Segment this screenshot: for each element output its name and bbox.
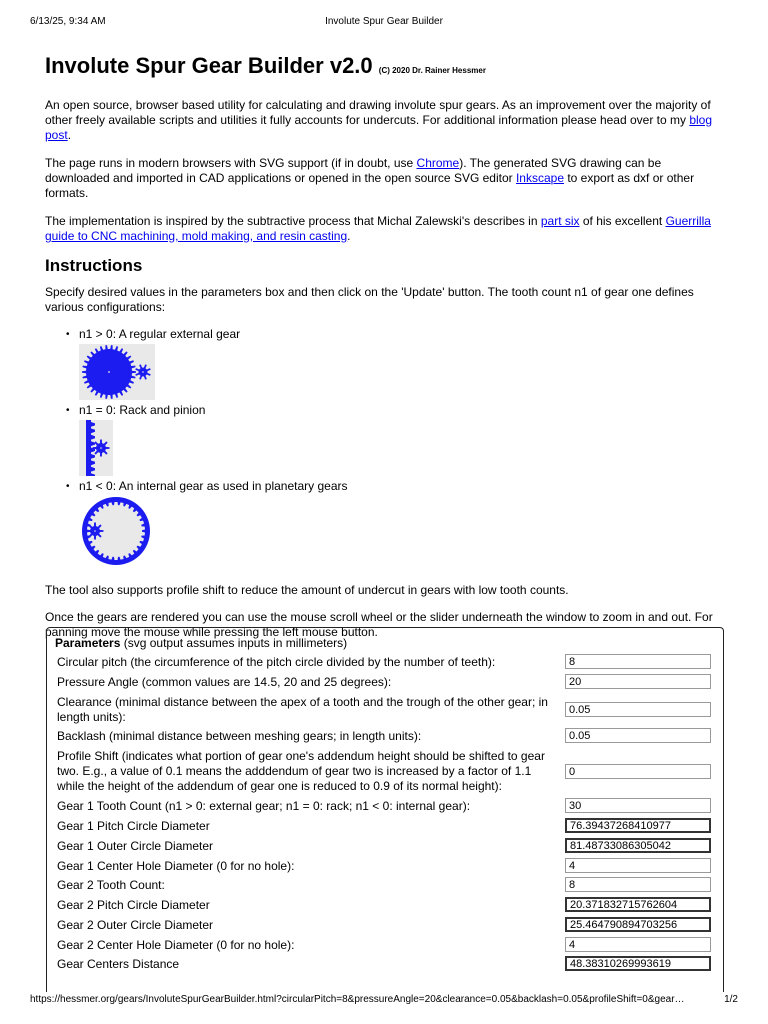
blog-post-link[interactable]: blog post [45, 113, 713, 142]
gear1-pitch-diameter-field[interactable] [565, 818, 711, 833]
circular-pitch-label: Circular pitch (the circumference of the pitch circle divided by the number of teeth): [57, 655, 496, 669]
center-distance-field[interactable] [565, 956, 711, 971]
intro-paragraph-2: The page runs in modern browsers with SVG support (if in doubt, use Chrome). The generated SVG drawing can be downloaded and imported in CAD applications or opened in the open source SVG editor Inkscape to export as dxf or other formats. [45, 156, 695, 200]
gear2-tooth-count-label: Gear 2 Tooth Count: [57, 878, 165, 892]
rack-pinion-thumbnail [79, 420, 113, 476]
backlash-label: Backlash (minimal distance between meshing gears; in length units): [57, 729, 422, 743]
gear2-hole-label: Gear 2 Center Hole Diameter (0 for no hole): [57, 938, 295, 952]
parameters-box [46, 627, 724, 992]
clearance-label: Clearance (minimal distance between the apex of a tooth and the trough of the other gear; in length units): [57, 695, 548, 724]
configuration-list [45, 327, 725, 566]
print-url: https://hessmer.org/gears/InvoluteSpurGearBuilder.html?circularPitch=8&pressureAngle=20&clearance=0.05&backlash=0.05&profileShift=0&gear… [30, 994, 685, 1005]
profile-shift-input[interactable] [565, 764, 711, 779]
part-six-link[interactable]: part six [540, 214, 580, 228]
gear1-hole-input[interactable] [565, 858, 711, 873]
gear1-outer-diameter-label: Gear 1 Outer Circle Diameter [57, 839, 214, 853]
pressure-angle-input[interactable] [565, 674, 711, 689]
intro-paragraph-3: The implementation is inspired by the subtractive process that Michal Zalewski's describes in part six of his excellent Guerrilla guide to CNC machining, mold making, and resin casting. [45, 214, 711, 243]
gear1-tooth-count-input[interactable] [565, 798, 711, 813]
pinion-icon [93, 440, 110, 457]
list-item [45, 479, 725, 566]
list-item [45, 403, 725, 476]
instructions-text: Specify desired values in the parameters box and then click on the 'Update' button. The tooth count n1 of gear one defines various configurations: [45, 285, 694, 314]
pressure-angle-label: Pressure Angle (common values are 14.5, 20 and 25 degrees): [57, 675, 392, 689]
print-header [0, 16, 768, 30]
rack-icon [86, 420, 91, 476]
profile-shift-text: The tool also supports profile shift to reduce the amount of undercut in gears with low tooth counts. [45, 583, 569, 597]
center-distance-label: Gear Centers Distance [57, 957, 180, 971]
inkscape-link[interactable]: Inkscape [515, 171, 564, 185]
planet-gear-icon [87, 523, 104, 540]
page-title: Involute Spur Gear Builder v2.0 (C) 2020 Dr. Rainer Hessmer [45, 53, 486, 78]
print-page-number: 1/2 [724, 994, 738, 1005]
gear1-tooth-count-label: Gear 1 Tooth Count (n1 > 0: external gear; n1 = 0: rack; n1 < 0: internal gear): [57, 799, 471, 813]
profile-shift-label: Profile Shift (indicates what portion of gear one's addendum height should be shifted to gear two. E.g., a value of 0.1 means the adddendum of gear two is increased by a factor of 1.1 while the height of the addendum of gear one is reduced to 0.9 of its normal height): [57, 749, 545, 793]
list-item [45, 327, 725, 400]
print-footer [0, 994, 768, 1008]
gear2-tooth-count-input[interactable] [565, 877, 711, 892]
chrome-link[interactable]: Chrome [416, 156, 460, 170]
backlash-input[interactable] [565, 728, 711, 743]
config-rack-label: n1 = 0: Rack and pinion [79, 403, 206, 417]
instructions-heading: Instructions [45, 256, 143, 275]
gear2-pitch-diameter-field[interactable] [565, 897, 711, 912]
gear1-pitch-diameter-label: Gear 1 Pitch Circle Diameter [57, 819, 210, 833]
gear2-pitch-diameter-label: Gear 2 Pitch Circle Diameter [57, 898, 210, 912]
gear1-outer-diameter-field[interactable] [565, 838, 711, 853]
gear2-hole-input[interactable] [565, 937, 711, 952]
internal-gear-thumbnail [79, 496, 153, 566]
parameters-title: Parameters (svg output assumes inputs in millimeters) [55, 636, 348, 650]
print-timestamp: 6/13/25, 9:34 AM [30, 16, 106, 27]
gear2-outer-diameter-label: Gear 2 Outer Circle Diameter [57, 918, 214, 932]
clearance-input[interactable] [565, 702, 711, 717]
guerrilla-guide-link[interactable]: Guerrilla guide to CNC machining, mold making, and resin casting [45, 214, 711, 243]
config-external-label: n1 > 0: A regular external gear [79, 327, 241, 341]
gear2-outer-diameter-field[interactable] [565, 917, 711, 932]
print-title: Involute Spur Gear Builder [325, 16, 443, 27]
circular-pitch-input[interactable] [565, 654, 711, 669]
external-gear-thumbnail [79, 344, 155, 400]
intro-paragraph-1: An open source, browser based utility for calculating and drawing involute spur gears. As an improvement over the majority of other freely available scripts and utilities it fully accounts for undercuts. For additional information please head over to my blog post. [45, 98, 713, 142]
gear1-hole-label: Gear 1 Center Hole Diameter (0 for no hole): [57, 859, 295, 873]
config-internal-label: n1 < 0: An internal gear as used in planetary gears [79, 479, 348, 493]
zoom-pan-text: Once the gears are rendered you can use the mouse scroll wheel or the slider underneath the window to zoom in and out. For panning move the mouse while pressing the left mouse button. [45, 610, 713, 639]
copyright-note: (C) 2020 Dr. Rainer Hessmer [378, 66, 486, 75]
main-content [45, 52, 725, 640]
